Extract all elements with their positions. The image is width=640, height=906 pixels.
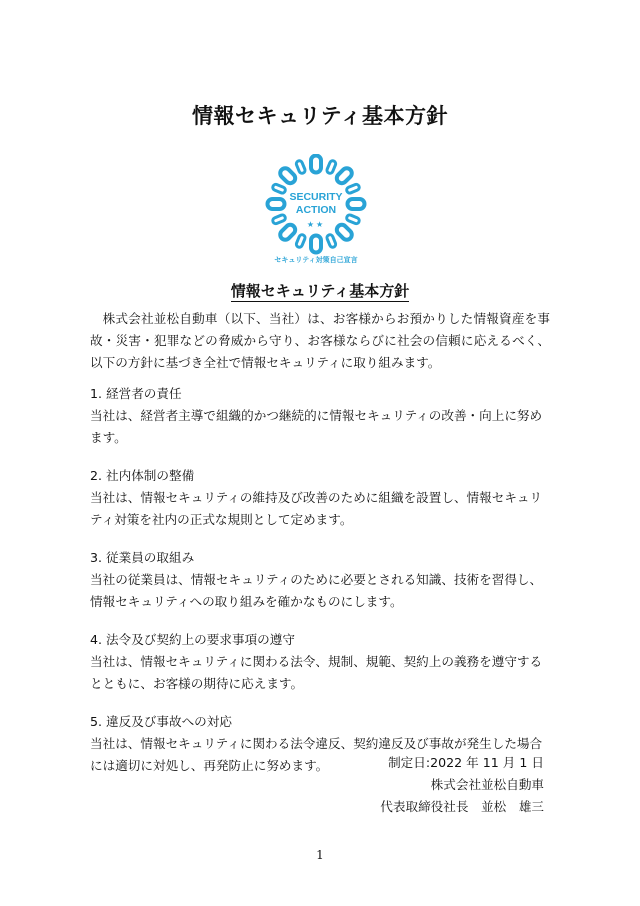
logo-text-action: ACTION <box>295 204 337 216</box>
section-body: 当社は、情報セキュリティに関わる法令違反、契約違反及び事故が発生した場合には適切に対処し、再発防止に努めます。 <box>90 736 543 773</box>
section-heading: 5. 違反及び事故への対応 <box>90 714 232 729</box>
policy-section <box>90 547 550 613</box>
intro-paragraph: 株式会社並松自動車（以下、当社）は、お客様からお預かりした情報資産を事故・災害・犯罪などの脅威から守り、お客様ならびに社会の信頼に応えるべく、以下の方針に基づき全社で情報セキュリティに取り組みます。 <box>90 311 550 370</box>
chain-link-icon <box>311 156 321 173</box>
chain-link-icon <box>335 166 354 185</box>
policy-section <box>90 465 550 531</box>
chain-link-icon <box>326 234 337 248</box>
representative-name: 代表取締役社長 並松 雄三 <box>380 799 544 814</box>
chain-link-icon <box>268 199 285 209</box>
chain-link-icon <box>311 236 321 253</box>
enactment-date: 制定日:2022 年 11 月 1 日 <box>388 755 544 770</box>
chain-link-icon <box>326 160 337 174</box>
chain-link-icon <box>278 223 297 242</box>
chain-link-icon <box>272 214 286 225</box>
chain-link-icon <box>348 199 365 209</box>
section-body: 当社は、情報セキュリティの維持及び改善のために組織を設置し、情報セキュリティ対策を社内の正式な規則として定めます。 <box>90 490 543 527</box>
policy-section <box>90 629 550 695</box>
chain-link-icon <box>278 166 297 185</box>
chain-link-icon <box>295 160 306 174</box>
section-body: 当社は、経営者主導で組織的かつ継続的に情報セキュリティの改善・向上に努めます。 <box>90 408 543 445</box>
section-heading: 2. 社内体制の整備 <box>90 468 195 483</box>
section-heading: 4. 法令及び契約上の要求事項の遵守 <box>90 632 295 647</box>
logo-stars-icon: ★★ <box>306 220 326 229</box>
page-number: 1 <box>316 848 324 862</box>
policy-section <box>90 383 550 449</box>
chain-link-icon <box>272 183 286 194</box>
chain-link-icon <box>335 223 354 242</box>
security-action-logo <box>258 154 374 266</box>
policy-subtitle-text: 情報セキュリティ基本方針 <box>230 282 410 300</box>
company-name: 株式会社並松自動車 <box>430 777 544 792</box>
section-body: 当社の従業員は、情報セキュリティのために必要とされる知識、技術を習得し、情報セキュリティへの取り組みを確かなものにします。 <box>90 572 543 609</box>
chain-link-icon <box>346 214 360 225</box>
chain-link-icon <box>346 183 360 194</box>
policy-subtitle <box>0 280 640 301</box>
chain-link-icon <box>295 234 306 248</box>
section-heading: 1. 経営者の責任 <box>90 386 182 401</box>
policy-sections <box>90 383 550 777</box>
chain-ring-icon <box>258 154 374 266</box>
section-heading: 3. 従業員の取組み <box>90 550 195 565</box>
logo-text-security: SECURITY <box>289 191 343 203</box>
section-body: 当社は、情報セキュリティに関わる法令、規制、規範、契約上の義務を遵守するとともに、お客様の期待に応えます。 <box>90 654 543 691</box>
page-title: 情報セキュリティ基本方針 <box>192 104 448 128</box>
signature-block <box>380 752 544 818</box>
logo-caption: セキュリティ対策自己宣言 <box>274 256 358 264</box>
